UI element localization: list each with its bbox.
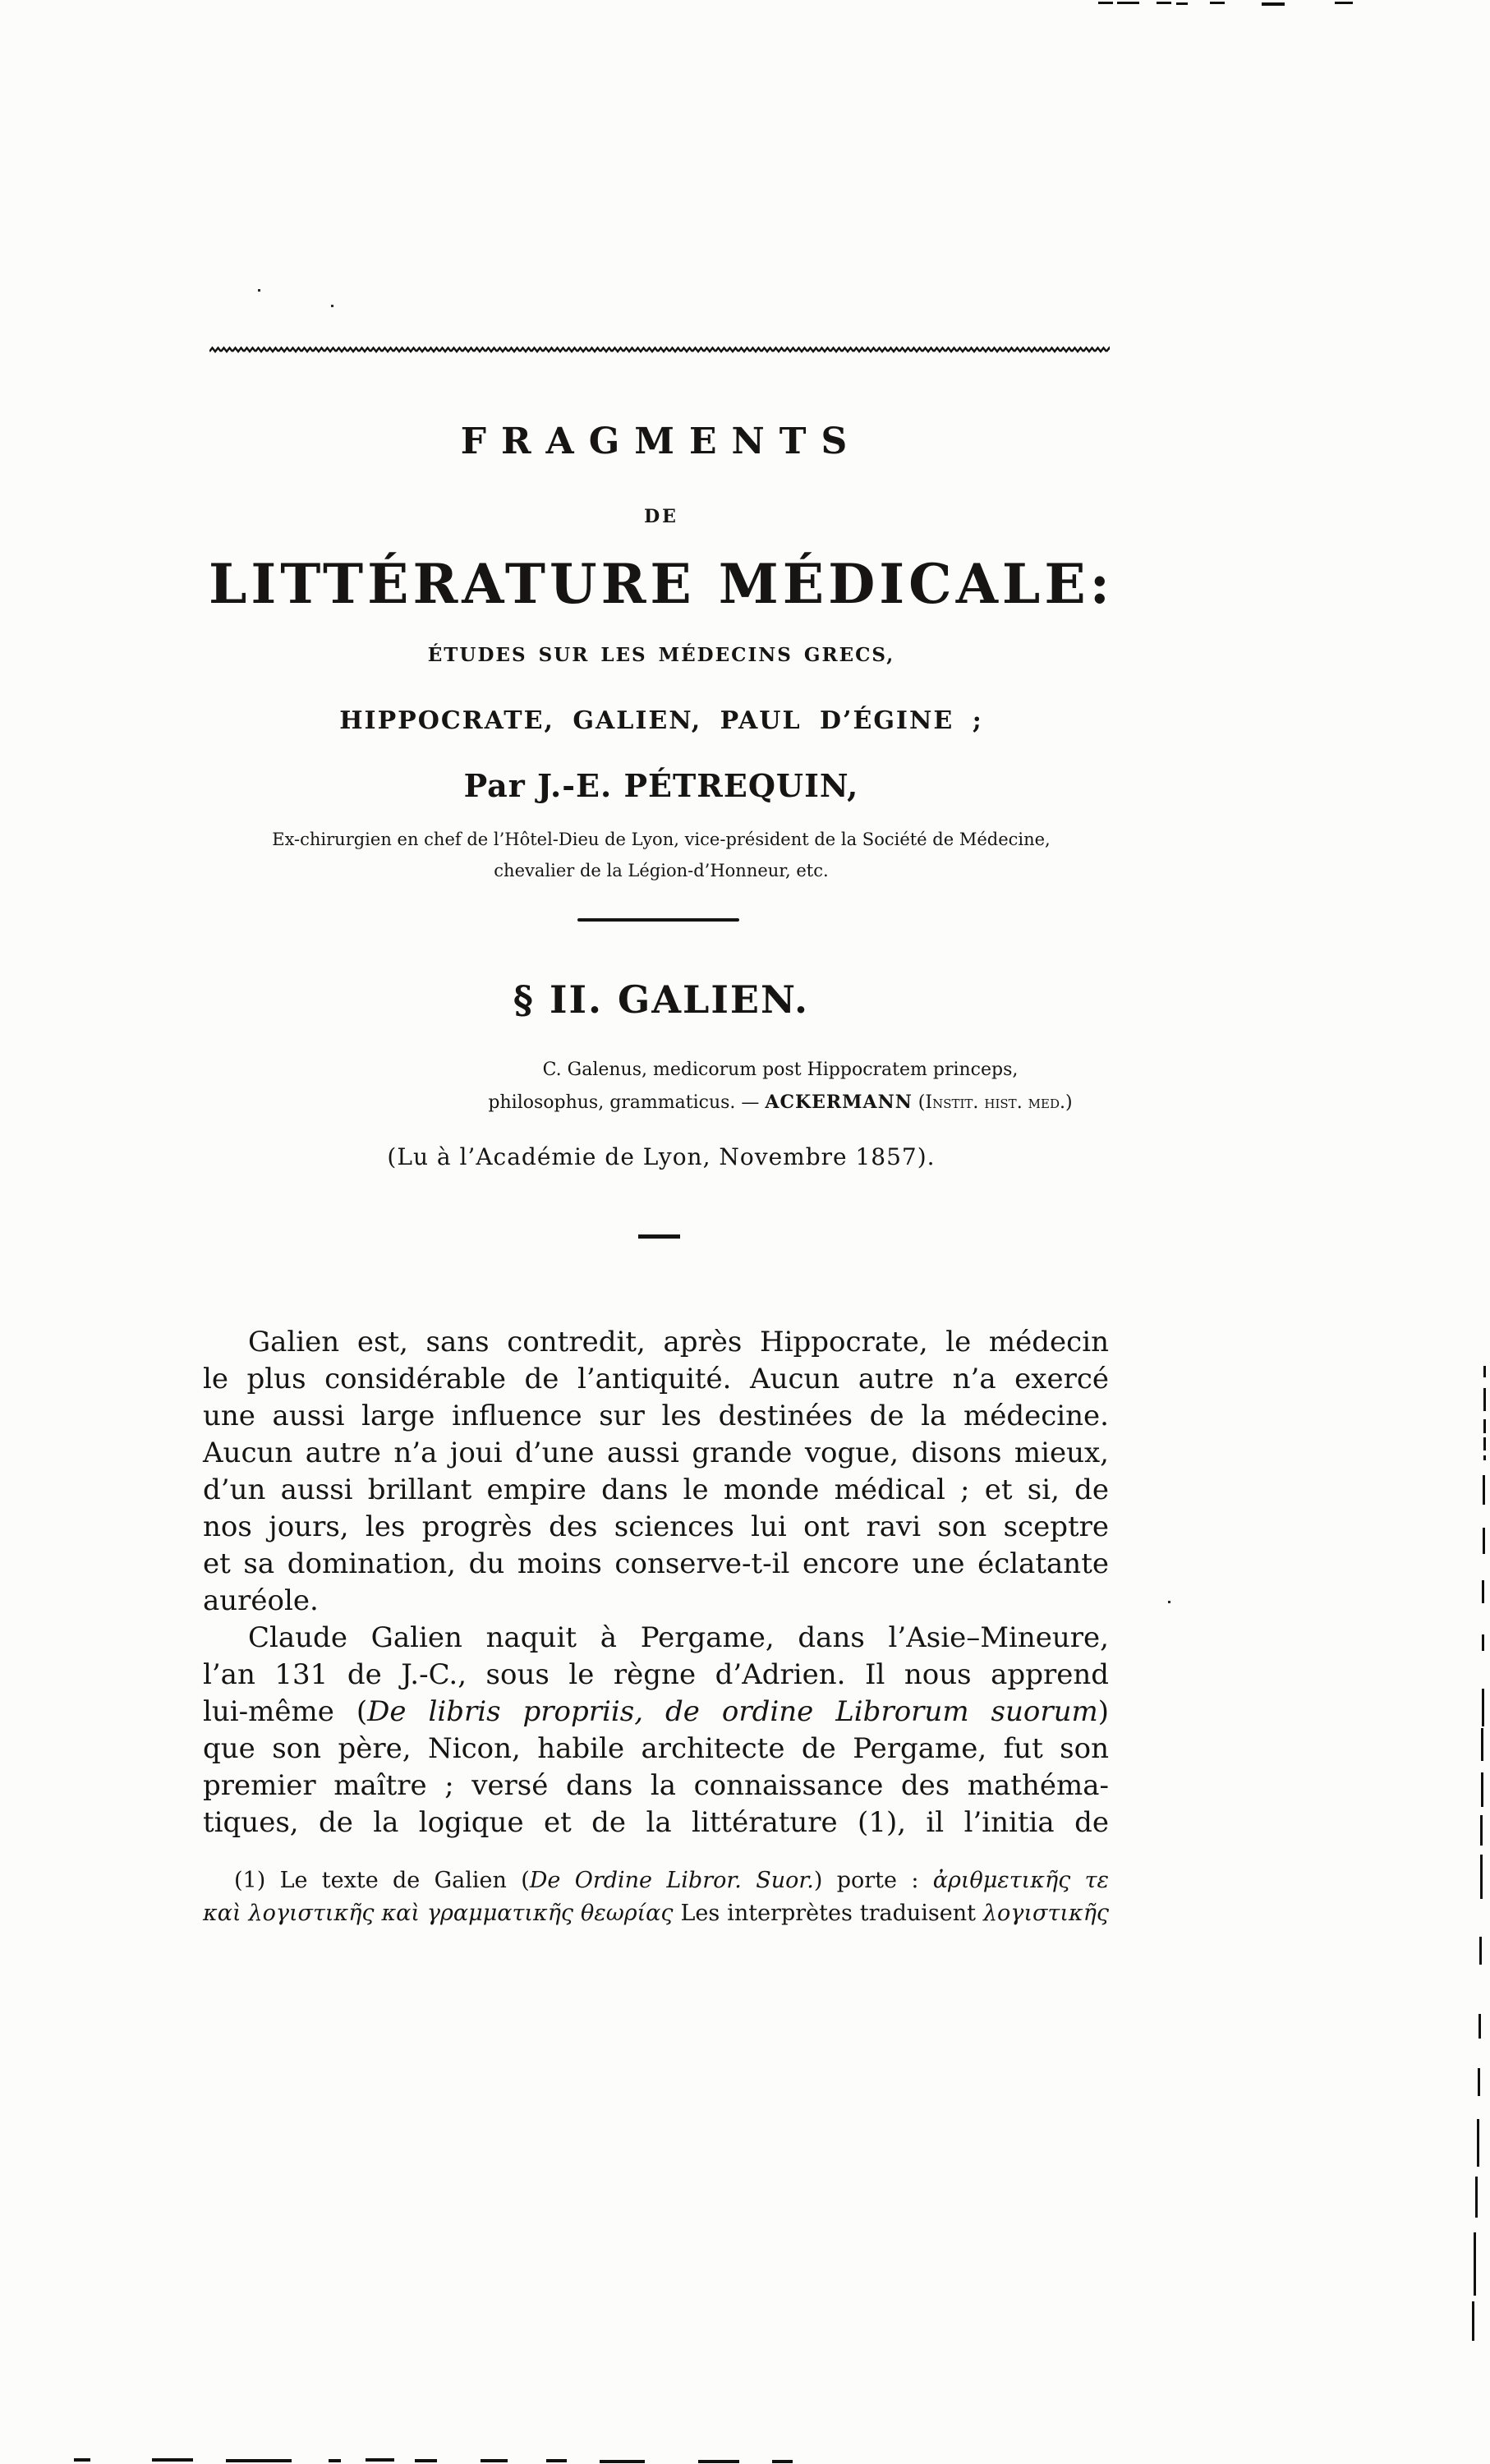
scan-noise-mark bbox=[152, 2458, 193, 2462]
body-text bbox=[203, 1324, 1109, 1841]
epigraph-line2-text: philosophus, grammaticus. — bbox=[488, 1092, 766, 1113]
book-title-line2: DE bbox=[644, 506, 678, 527]
body-line: Aucun autre n’a joui d’une aussi grande vogue, disons mieux, bbox=[203, 1437, 1109, 1469]
scan-noise-mark bbox=[1481, 1728, 1483, 1761]
body-line: auréole. bbox=[203, 1584, 319, 1617]
scan-noise-mark bbox=[1483, 1528, 1485, 1554]
epigraph-citation: (Instit. hist. med.) bbox=[912, 1092, 1073, 1113]
scan-noise-mark bbox=[1481, 1772, 1483, 1807]
epigraph-line2 bbox=[460, 1092, 1101, 1113]
scan-noise-mark bbox=[1210, 2, 1225, 4]
read-at-note: (Lu à l’Académie de Lyon, Novembre 1857). bbox=[387, 1143, 936, 1170]
footnote-line1 bbox=[203, 1864, 1109, 1897]
body-line: Claude Galien naquit à Pergame, dans l’Asie–Mineure, bbox=[248, 1621, 1109, 1654]
divider-rule bbox=[577, 918, 739, 922]
footnote-line2 bbox=[203, 1897, 1109, 1930]
footnote-segment: ) porte : bbox=[813, 1868, 933, 1893]
scan-noise-mark bbox=[481, 2459, 508, 2462]
scan-noise-mark bbox=[600, 2460, 645, 2463]
scan-noise-mark bbox=[226, 2459, 292, 2462]
scan-noise-mark bbox=[1475, 2177, 1478, 2218]
footnote-italic-segment: De Ordine Libror. Suor. bbox=[529, 1868, 814, 1893]
subtitle-series: ÉTUDES SUR LES MÉDECINS GRECS, bbox=[427, 644, 895, 666]
scan-noise-mark bbox=[1478, 2068, 1480, 2096]
scan-noise-mark bbox=[1483, 1419, 1486, 1433]
scan-noise-mark bbox=[1477, 2119, 1479, 2167]
body-line: que son père, Nicon, habile architecte de Pergame, fut son bbox=[203, 1732, 1109, 1765]
body-line-italic-segment: De libris propriis, de ordine Librorum suorum bbox=[367, 1695, 1098, 1728]
section-heading: § II. GALIEN. bbox=[513, 977, 810, 1022]
scan-noise-mark bbox=[1474, 2232, 1476, 2296]
footnote-segment: (1) Le texte de Galien ( bbox=[234, 1868, 530, 1893]
body-line: le plus considérable de l’antiquité. Aucun autre n’a exercé bbox=[203, 1363, 1109, 1395]
scan-noise-mark bbox=[698, 2460, 739, 2463]
scan-noise-mark bbox=[1480, 1815, 1483, 1846]
section-dash bbox=[638, 1234, 680, 1239]
book-title-line1: FRAGMENTS bbox=[460, 421, 862, 462]
scan-noise-mark bbox=[772, 2460, 793, 2463]
body-line: premier maître ; versé dans la connaissance des mathéma- bbox=[203, 1769, 1109, 1802]
body-line: l’an 131 de J.-C., sous le règne d’Adrien. Il nous apprend bbox=[203, 1658, 1109, 1691]
scan-noise-mark bbox=[74, 2458, 90, 2462]
scan-noise-speck bbox=[331, 305, 333, 307]
scan-noise-mark bbox=[1483, 1475, 1485, 1505]
footnote-greek-segment: καὶ λογιστικῆς καὶ γραμματικῆς θεωρίας bbox=[203, 1901, 674, 1926]
scan-noise-mark bbox=[1262, 2, 1285, 6]
body-line: nos jours, les progrès des sciences lui ont ravi son sceptre bbox=[203, 1510, 1109, 1543]
body-line-segment: ) bbox=[1097, 1695, 1110, 1728]
body-line: une aussi large influence sur les destinées de la médecine. bbox=[203, 1400, 1109, 1432]
scan-noise-mark bbox=[1483, 1366, 1486, 1377]
book-title-line3: LITTÉRATURE MÉDICALE: bbox=[209, 552, 1114, 616]
scan-noise-mark bbox=[329, 2459, 341, 2462]
body-line: tiques, de la logique et de la littérature (1), il l’initia de bbox=[203, 1806, 1109, 1839]
body-line: Galien est, sans contredit, après Hippocrate, le médecin bbox=[248, 1326, 1109, 1358]
scan-noise-mark bbox=[1479, 1937, 1482, 1965]
body-line-segment: lui-même ( bbox=[203, 1695, 368, 1728]
affiliation-line1: Ex-chirurgien en chef de l’Hôtel-Dieu de Lyon, vice-président de la Société de Médecine, bbox=[272, 830, 1051, 849]
scan-noise-mark bbox=[1117, 2, 1139, 4]
subtitle-names: HIPPOCRATE, GALIEN, PAUL D’ÉGINE ; bbox=[339, 706, 983, 735]
scan-noise-speck bbox=[258, 289, 260, 292]
scan-noise-mark bbox=[546, 2459, 567, 2462]
byline: Par J.-E. PÉTREQUIN, bbox=[463, 767, 859, 804]
footnote bbox=[203, 1864, 1109, 1930]
epigraph-author: ACKERMANN bbox=[765, 1092, 913, 1113]
scan-noise-mark bbox=[1472, 2301, 1474, 2341]
scan-noise-mark bbox=[1335, 2, 1353, 4]
scan-noise-mark bbox=[1157, 2, 1171, 4]
body-line-with-italic bbox=[203, 1694, 1109, 1731]
scan-noise-speck bbox=[1168, 1601, 1170, 1603]
footnote-greek-segment: ἀριθμετικῆς τε bbox=[932, 1868, 1110, 1893]
body-line: d’un aussi brillant empire dans le monde médical ; et si, de bbox=[203, 1473, 1109, 1506]
scan-noise-mark bbox=[1483, 1388, 1486, 1411]
footnote-segment: Les interprètes traduisent bbox=[673, 1901, 983, 1926]
epigraph-line1: C. Galenus, medicorum post Hippocratem princeps, bbox=[542, 1060, 1019, 1080]
scan-noise-mark bbox=[1176, 2, 1188, 5]
scan-noise-mark bbox=[1098, 2, 1113, 4]
scan-noise-mark bbox=[1479, 2014, 1481, 2039]
scan-noise-mark bbox=[1480, 1855, 1483, 1899]
scan-noise-mark bbox=[1482, 1634, 1484, 1651]
scan-noise-mark bbox=[1483, 1437, 1486, 1450]
wavy-rule bbox=[209, 343, 1110, 356]
scan-noise-mark bbox=[1482, 1580, 1484, 1603]
scan-noise-mark bbox=[415, 2459, 437, 2462]
footnote-greek-segment: λογιστικῆς bbox=[982, 1901, 1109, 1926]
affiliation-line2: chevalier de la Légion-d’Honneur, etc. bbox=[494, 861, 829, 880]
scan-noise-mark bbox=[1482, 1689, 1484, 1726]
body-line: et sa domination, du moins conserve-t-il encore une éclatante bbox=[203, 1547, 1109, 1580]
scan-noise-mark bbox=[1483, 1455, 1486, 1460]
scan-noise-mark bbox=[366, 2458, 394, 2462]
